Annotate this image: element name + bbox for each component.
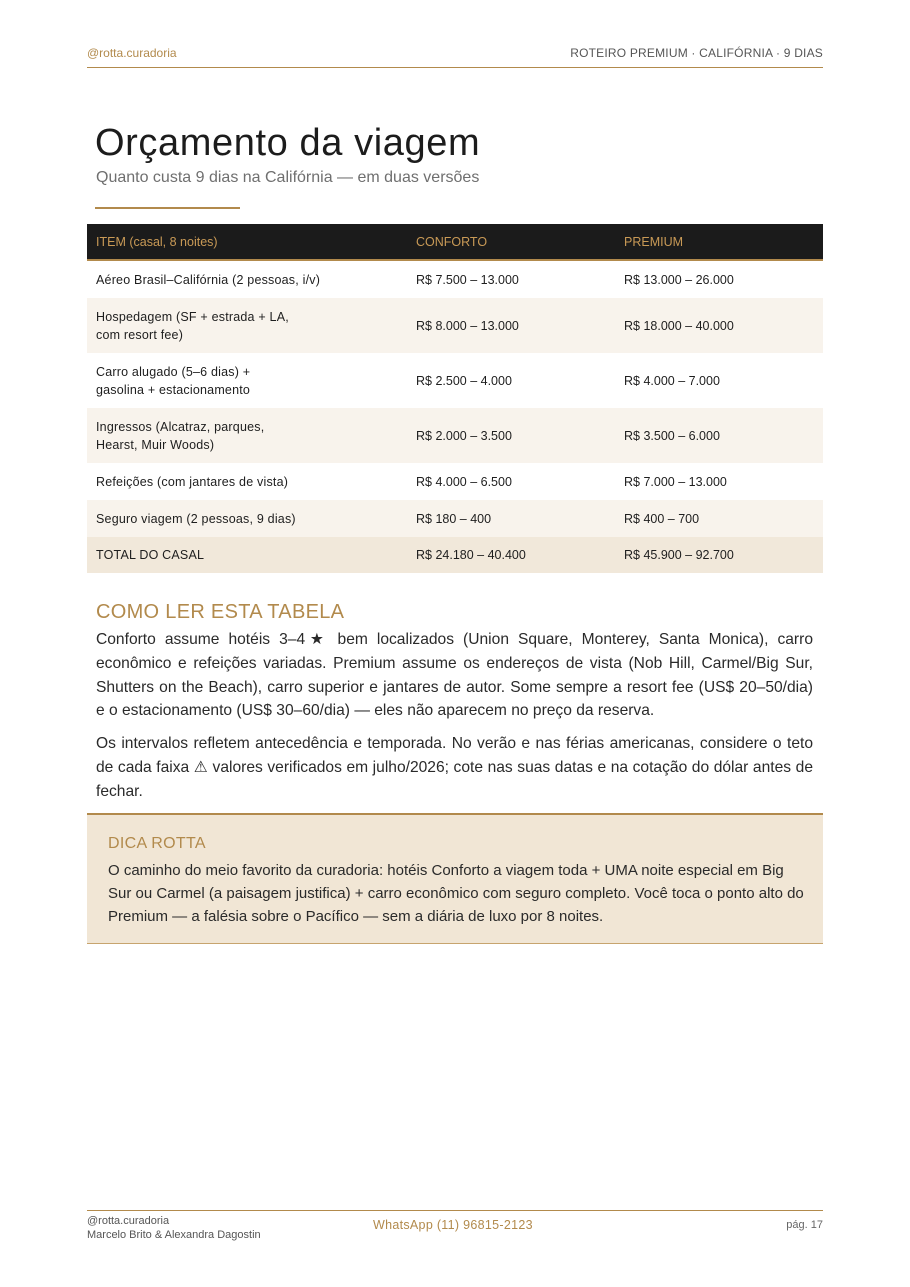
footer-handle: @rotta.curadoria	[87, 1215, 170, 1227]
page-header	[87, 46, 823, 68]
page-title: Orçamento da viagem	[95, 122, 481, 164]
budget-table	[87, 224, 823, 573]
row-conforto: R$ 2.000 – 3.500	[407, 408, 615, 463]
table-row	[87, 463, 823, 500]
row-premium: R$ 4.000 – 7.000	[624, 373, 720, 388]
table-row	[87, 260, 823, 298]
row-premium: R$ 7.000 – 13.000	[624, 474, 727, 489]
row-item: Ingressos (Alcatraz, parques, Hearst, Muir Woods)	[87, 408, 407, 463]
tip-title: DICA ROTTA	[108, 835, 206, 852]
tip-text: O caminho do meio favorito da curadoria: hotéis Conforto a viagem toda + UMA noite especial em Big Sur ou Carmel (a paisagem justifica) + carro econômico com seguro completo. Você toca o ponto alto do Premium — a falésia sobre o Pacífico — sem a diária de luxo por 8 noites.	[108, 862, 804, 925]
row-item: Carro alugado (5–6 dias) + gasolina + estacionamento	[96, 364, 251, 397]
total-conforto: R$ 24.180 – 40.400	[407, 537, 615, 573]
table-row	[87, 298, 823, 353]
row-item: Seguro viagem (2 pessoas, 9 dias)	[87, 500, 407, 537]
row-item: Aéreo Brasil–Califórnia (2 pessoas, i/v)	[96, 272, 321, 287]
table-row	[87, 353, 823, 408]
title-underline	[95, 207, 240, 209]
page-footer	[87, 1210, 823, 1251]
row-premium: R$ 18.000 – 40.000	[615, 298, 823, 353]
tip-box	[87, 813, 823, 944]
column-header-premium: PREMIUM	[615, 224, 823, 260]
header-handle: @rotta.curadoria	[87, 46, 177, 60]
column-header-item: ITEM (casal, 8 noites)	[87, 224, 407, 260]
page-number: pág. 17	[786, 1219, 823, 1231]
row-conforto: R$ 7.500 – 13.000	[416, 272, 519, 287]
row-conforto: R$ 4.000 – 6.500	[416, 474, 512, 489]
footer-credits	[87, 1214, 261, 1242]
page-subtitle: Quanto custa 9 dias na Califórnia — em duas versões	[96, 169, 480, 186]
footer-authors: Marcelo Brito & Alexandra Dagostin	[87, 1229, 261, 1241]
header-guide-title: ROTEIRO PREMIUM · CALIFÓRNIA · 9 DIAS	[570, 46, 823, 60]
section-heading: COMO LER ESTA TABELA	[96, 601, 345, 623]
explanation-paragraph: Conforto assume hotéis 3–4★ bem localizados (Union Square, Monterey, Santa Monica), carro econômico e refeições variadas. Premium assume os endereços de vista (Nob Hill, Carmel/Big Sur, Shutters on the Beach), carro superior e jantares de autor. Some sempre a resort fee (US$ 20–50/dia) e o estacionamento (US$ 30–60/dia) — eles não aparecem no preço da reserva.	[96, 631, 813, 720]
table-row	[87, 408, 823, 463]
row-premium: R$ 3.500 – 6.000	[615, 408, 823, 463]
table-header-row	[87, 224, 823, 260]
row-item: Refeições (com jantares de vista)	[96, 474, 289, 489]
row-conforto: R$ 180 – 400	[407, 500, 615, 537]
table-row	[87, 500, 823, 537]
row-premium: R$ 13.000 – 26.000	[624, 272, 734, 287]
column-header-conforto: CONFORTO	[407, 224, 615, 260]
row-item: Hospedagem (SF + estrada + LA, com resort fee)	[87, 298, 407, 353]
whatsapp-contact[interactable]: WhatsApp (11) 96815-2123	[373, 1218, 533, 1232]
total-label: TOTAL DO CASAL	[87, 537, 407, 573]
row-premium: R$ 400 – 700	[615, 500, 823, 537]
table-total-row	[87, 537, 823, 573]
explanation-paragraph: Os intervalos refletem antecedência e temporada. No verão e nas férias americanas, considere o teto de cada faixa ⚠ valores verificados em julho/2026; cote nas suas datas e na cotação do dólar antes de fechar.	[96, 735, 813, 800]
total-premium: R$ 45.900 – 92.700	[615, 537, 823, 573]
row-conforto: R$ 2.500 – 4.000	[416, 373, 512, 388]
row-conforto: R$ 8.000 – 13.000	[407, 298, 615, 353]
